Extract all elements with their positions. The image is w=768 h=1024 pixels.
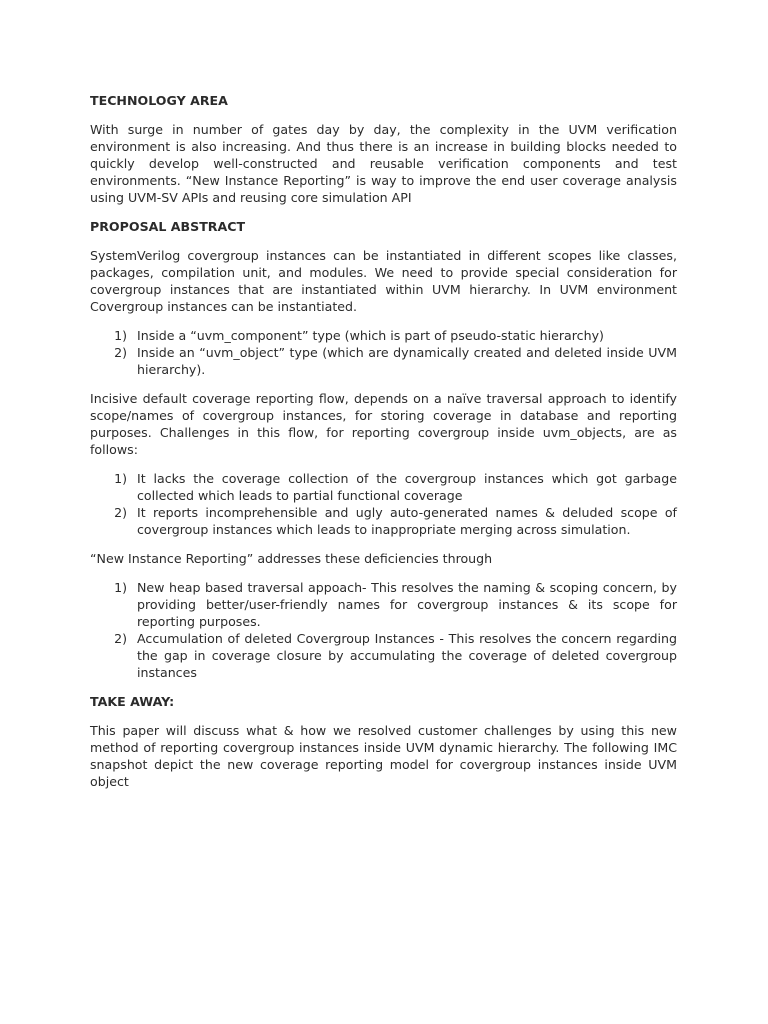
- list-item: 2. It reports incomprehensible and ugly auto-generated names & deluded scope of covergroup instances which leads to inappropriate merging across simulation.: [135, 504, 677, 538]
- solutions-list: [90, 579, 677, 681]
- challenges-list: [90, 470, 677, 538]
- technology-area-paragraph: With surge in number of gates day by day, the complexity in the UVM verification environment is also increasing. And thus there is an increase in building blocks needed to quickly develop well-constructed and reusable verification components and test environments. “New Instance Reporting” is way to improve the end user coverage analysis using UVM-SV APIs and reusing core simulation API: [90, 122, 677, 205]
- addresses-paragraph: “New Instance Reporting” addresses these deficiencies through: [90, 551, 493, 566]
- technology-area-heading: TECHNOLOGY AREA: [90, 93, 228, 108]
- take-away-heading: TAKE AWAY:: [90, 694, 175, 709]
- abstract-intro-paragraph: SystemVerilog covergroup instances can be instantiated in different scopes like classes, packages, compilation unit, and modules. We need to provide special consideration for covergroup instances that are instantiated within UVM hierarchy. In UVM environment Covergroup instances can be instantiated.: [90, 248, 677, 314]
- instantiation-list: [90, 327, 677, 378]
- list-item: 2. Accumulation of deleted Covergroup Instances - This resolves the concern regarding the gap in coverage closure by accumulating the coverage of deleted covergroup instances: [135, 630, 677, 681]
- list-item: 2. Inside an “uvm_object” type (which are dynamically created and deleted inside UVM hierarchy).: [135, 344, 677, 378]
- list-item: 1. Inside a “uvm_component” type (which is part of pseudo-static hierarchy): [135, 327, 677, 344]
- list-item: 1. New heap based traversal appoach- This resolves the naming & scoping concern, by providing better/user-friendly names for covergroup instances & its scope for reporting purposes.: [135, 579, 677, 630]
- list-item: 1. It lacks the coverage collection of the covergroup instances which got garbage collected which leads to partial functional coverage: [135, 470, 677, 504]
- document-page: [90, 92, 677, 802]
- take-away-paragraph: This paper will discuss what & how we resolved customer challenges by using this new method of reporting covergroup instances inside UVM dynamic hierarchy. The following IMC snapshot depict the new coverage reporting model for covergroup instances inside UVM object: [90, 723, 677, 789]
- flow-paragraph: Incisive default coverage reporting flow, depends on a naïve traversal approach to identify scope/names of covergroup instances, for storing coverage in database and reporting purposes. Challenges in this flow, for reporting covergroup inside uvm_objects, are as follows:: [90, 391, 677, 457]
- proposal-abstract-heading: PROPOSAL ABSTRACT: [90, 219, 246, 234]
